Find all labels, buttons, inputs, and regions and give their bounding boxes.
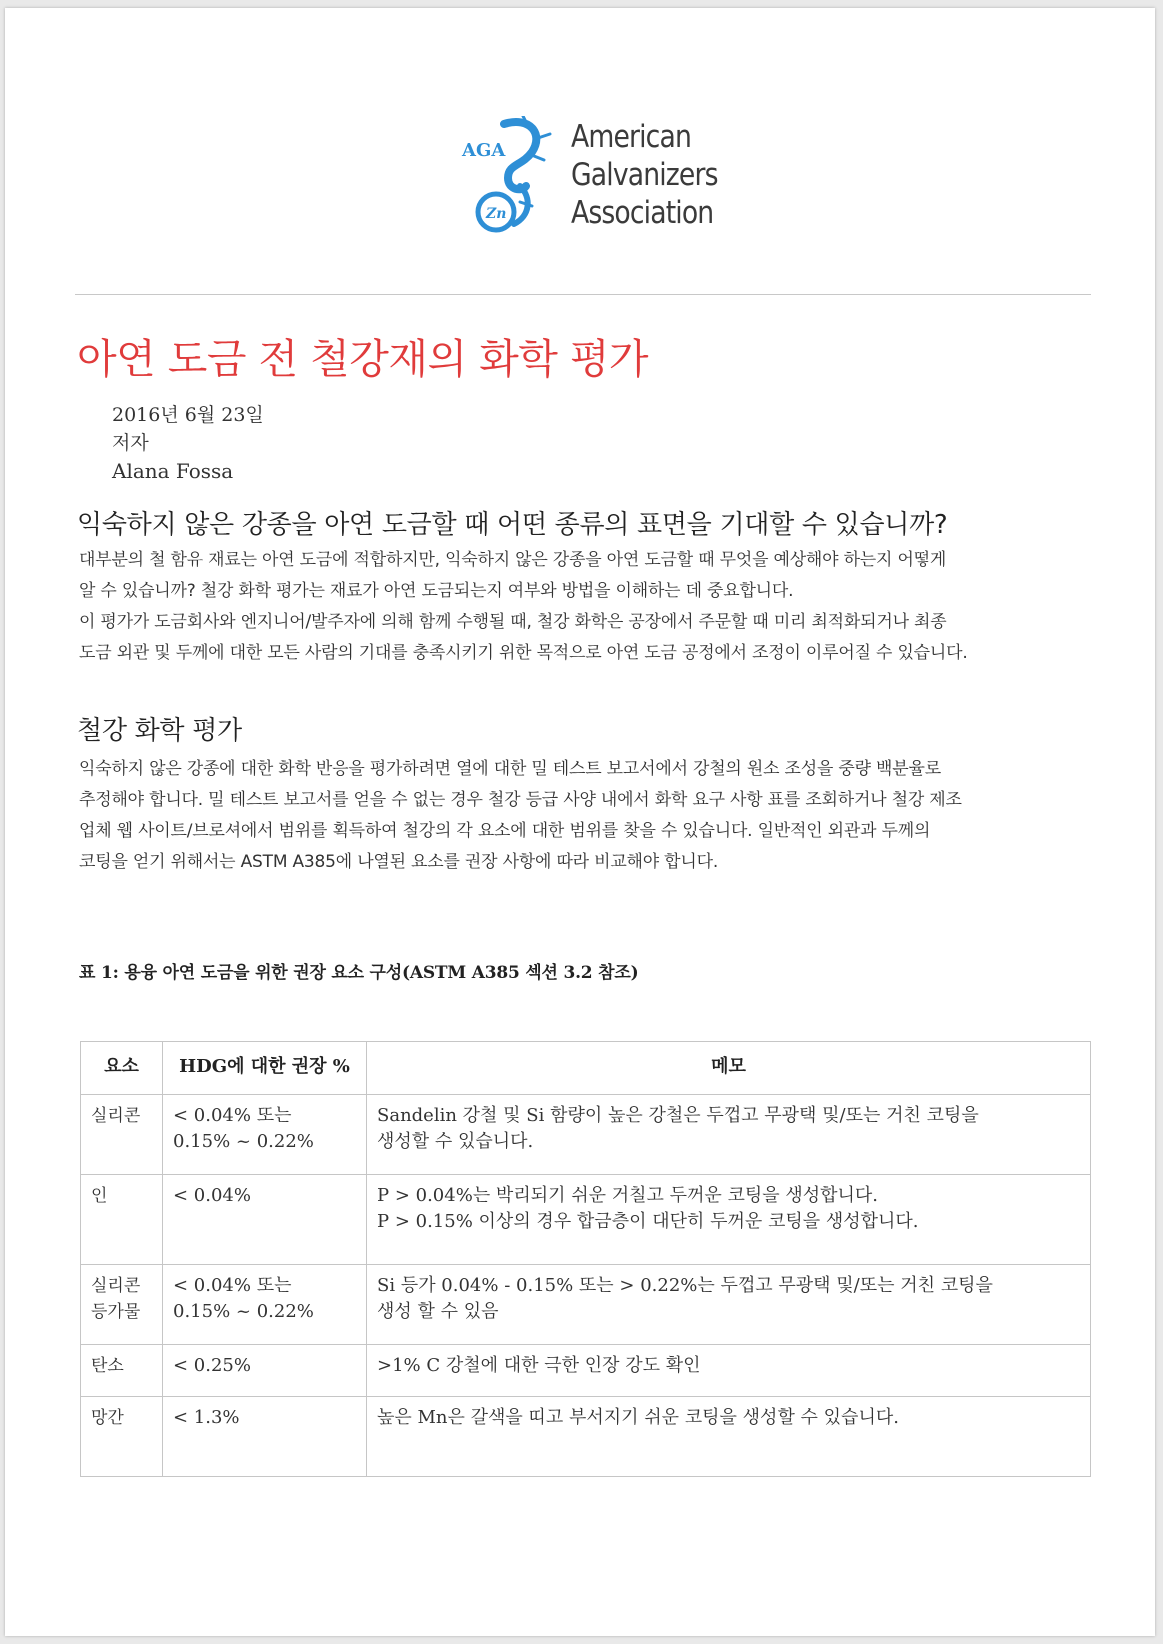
page-title: 아연 도금 전 철강재의 화학 평가 bbox=[77, 335, 649, 383]
section1-line: 알 수 있습니까? 철강 화학 평가는 재료가 아연 도금되는지 여부와 방법을 이해하는 데 중요합니다. bbox=[79, 581, 794, 601]
section1-heading: 익숙하지 않은 강종을 아연 도금할 때 어떤 종류의 표면을 기대할 수 있습니까? bbox=[77, 510, 948, 540]
percent-value: < 0.04% 또는 bbox=[173, 1275, 292, 1296]
element-cell bbox=[81, 1345, 163, 1397]
column-header-percent: HDG에 대한 권장 % bbox=[163, 1042, 367, 1095]
section2-heading: 철강 화학 평가 bbox=[77, 716, 242, 746]
percent-value: 0.15% ~ 0.22% bbox=[173, 1301, 314, 1322]
notes-cell bbox=[367, 1175, 1091, 1265]
logo-line-galvanizers: Galvanizers bbox=[571, 157, 718, 193]
logo-line-american: American bbox=[571, 119, 691, 155]
notes-cell bbox=[367, 1095, 1091, 1175]
table-row bbox=[81, 1345, 1091, 1397]
section2-paragraph bbox=[79, 754, 1109, 878]
notes-cell bbox=[367, 1265, 1091, 1345]
element-name: 망간 bbox=[91, 1408, 124, 1428]
element-name: 탄소 bbox=[91, 1356, 124, 1376]
element-cell bbox=[81, 1095, 163, 1175]
section2-line: 익숙하지 않은 강종에 대한 화학 반응을 평가하려면 열에 대한 밀 테스트 보고서에서 강철의 원소 조성을 중량 백분율로 bbox=[79, 759, 941, 779]
aga-zn-logo-icon bbox=[460, 116, 570, 244]
table-caption: 표 1: 용융 아연 도금을 위한 권장 요소 구성(ASTM A385 섹션 3.2 참조) bbox=[79, 963, 639, 983]
element-cell bbox=[81, 1175, 163, 1265]
logo-badge-bottom: Zn bbox=[486, 206, 507, 222]
section1-paragraph bbox=[79, 545, 1109, 669]
element-name: 등가물 bbox=[91, 1302, 141, 1322]
percent-cell bbox=[163, 1397, 367, 1477]
section2-line: 코팅을 얻기 위해서는 ASTM A385에 나열된 요소를 권장 사항에 따라 비교해야 합니다. bbox=[79, 852, 719, 872]
header-divider bbox=[75, 294, 1091, 295]
table-row bbox=[81, 1397, 1091, 1477]
note-text: P > 0.15% 이상의 경우 합금층이 대단히 두꺼운 코팅을 생성합니다. bbox=[377, 1211, 919, 1232]
element-name: 인 bbox=[91, 1186, 108, 1206]
section2-line: 추정해야 합니다. 밀 테스트 보고서를 얻을 수 없는 경우 철강 등급 사양 내에서 화학 요구 사항 표를 조회하거나 철강 제조 bbox=[79, 790, 962, 810]
composition-table bbox=[80, 1041, 1091, 1477]
note-text: 생성할 수 있습니다. bbox=[377, 1131, 534, 1152]
element-cell bbox=[81, 1397, 163, 1477]
percent-cell bbox=[163, 1095, 367, 1175]
column-header-notes: 메모 bbox=[367, 1042, 1091, 1095]
notes-cell bbox=[367, 1345, 1091, 1397]
logo-badge-top: AGA bbox=[462, 140, 506, 161]
percent-value: < 0.04% bbox=[173, 1185, 251, 1206]
author-name: Alana Fossa bbox=[112, 459, 234, 483]
note-text: Sandelin 강철 및 Si 함량이 높은 강철은 두껍고 무광택 및/또는 거친 코팅을 bbox=[377, 1105, 979, 1126]
author-label: 저자 bbox=[112, 432, 149, 454]
note-text: 생성 할 수 있음 bbox=[377, 1301, 499, 1322]
table-header-row bbox=[81, 1042, 1091, 1095]
section1-line: 이 평가가 도금회사와 엔지니어/발주자에 의해 함께 수행될 때, 철강 화학은 공장에서 주문할 때 미리 최적화되거나 최종 bbox=[79, 612, 947, 632]
table-row bbox=[81, 1095, 1091, 1175]
percent-cell bbox=[163, 1265, 367, 1345]
percent-value: < 0.25% bbox=[173, 1355, 251, 1376]
percent-value: < 0.04% 또는 bbox=[173, 1105, 292, 1126]
section2-line: 업체 웹 사이트/브로셔에서 범위를 획득하여 철강의 각 요소에 대한 범위를 찾을 수 있습니다. 일반적인 외관과 두께의 bbox=[79, 821, 931, 841]
article-meta bbox=[112, 401, 264, 485]
note-text: Si 등가 0.04% - 0.15% 또는 > 0.22%는 두껍고 무광택 및/또는 거친 코팅을 bbox=[377, 1275, 993, 1296]
element-name: 실리콘 bbox=[91, 1106, 141, 1126]
publish-date: 2016년 6월 23일 bbox=[112, 404, 264, 426]
percent-value: 0.15% ~ 0.22% bbox=[173, 1131, 314, 1152]
note-text: 높은 Mn은 갈색을 띠고 부서지기 쉬운 코팅을 생성할 수 있습니다. bbox=[377, 1407, 899, 1428]
aga-logo bbox=[460, 116, 720, 244]
percent-cell bbox=[163, 1345, 367, 1397]
document-page bbox=[5, 8, 1155, 1636]
percent-value: < 1.3% bbox=[173, 1407, 240, 1428]
note-text: P > 0.04%는 박리되기 쉬운 거칠고 두꺼운 코팅을 생성합니다. bbox=[377, 1185, 879, 1206]
note-text: >1% C 강철에 대한 극한 인장 강도 확인 bbox=[377, 1355, 701, 1376]
notes-cell bbox=[367, 1397, 1091, 1477]
percent-cell bbox=[163, 1175, 367, 1265]
logo-wordmark bbox=[571, 118, 718, 232]
logo-line-association: Association bbox=[571, 195, 714, 231]
element-cell bbox=[81, 1265, 163, 1345]
section1-line: 대부분의 철 함유 재료는 아연 도금에 적합하지만, 익숙하지 않은 강종을 아연 도금할 때 무엇을 예상해야 하는지 어떻게 bbox=[79, 550, 947, 570]
table-row bbox=[81, 1265, 1091, 1345]
column-header-element: 요소 bbox=[81, 1042, 163, 1095]
table-row bbox=[81, 1175, 1091, 1265]
section1-line: 도금 외관 및 두께에 대한 모든 사람의 기대를 충족시키기 위한 목적으로 아연 도금 공정에서 조정이 이루어질 수 있습니다. bbox=[79, 643, 968, 663]
element-name: 실리콘 bbox=[91, 1276, 141, 1296]
